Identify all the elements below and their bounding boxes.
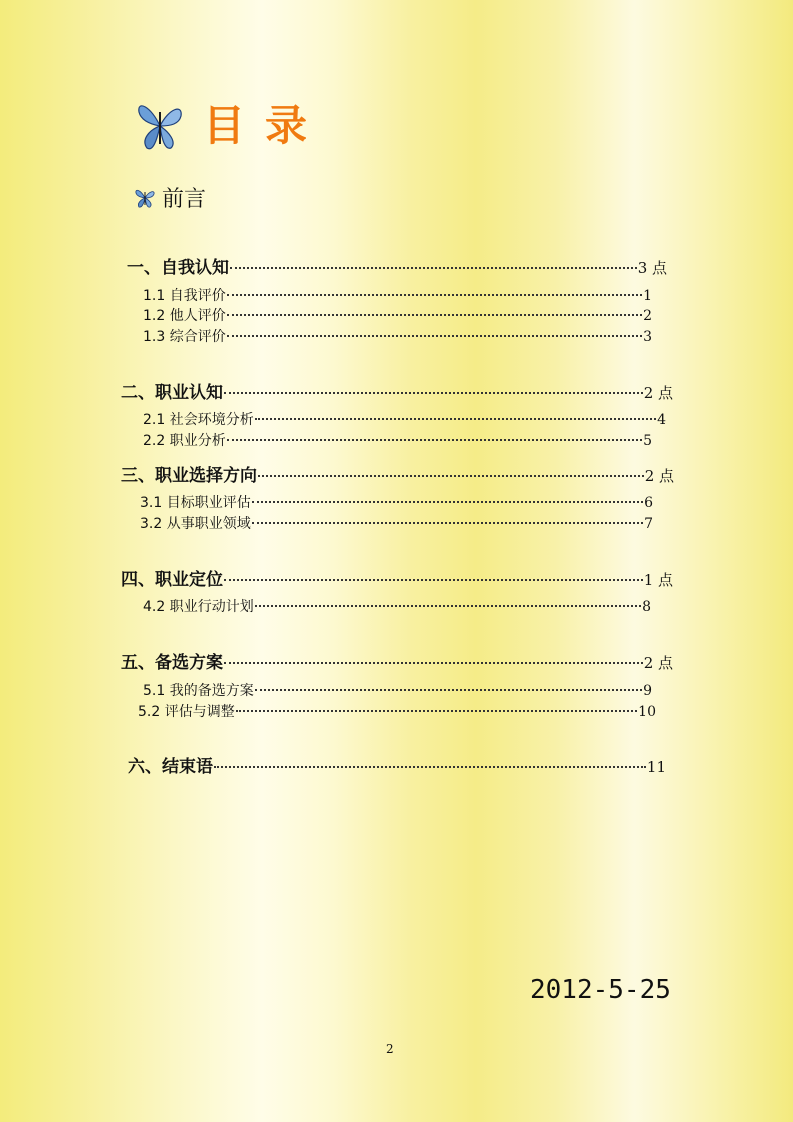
toc-entry-page: 3: [643, 329, 652, 345]
dot-leader: [214, 766, 646, 768]
dot-leader: [255, 605, 641, 607]
toc-entry-section-4[interactable]: [121, 565, 673, 590]
toc-entry-page: 2: [643, 308, 652, 324]
toc-entry-page: 10: [638, 704, 656, 720]
toc-entry-3-1[interactable]: [140, 492, 653, 512]
toc-entry-page: 7: [644, 516, 653, 532]
dot-leader: [227, 439, 642, 441]
toc-entry-section-6[interactable]: [128, 752, 666, 777]
toc-entry-page: 8: [642, 599, 651, 615]
toc-entry-label: 3.2 从事职业领域: [140, 516, 251, 532]
toc-entry-page: 2 点: [643, 654, 673, 672]
toc-entry-page: 2 点: [643, 384, 673, 402]
page-number: 2: [386, 1042, 394, 1056]
toc-entry-page: 6: [644, 495, 653, 511]
toc-entry-page: 9: [643, 683, 652, 699]
toc-entry-section-3[interactable]: [121, 461, 674, 486]
toc-entry-section-5[interactable]: [121, 648, 673, 673]
toc-entry-page: 4: [657, 412, 666, 428]
dot-leader: [236, 710, 637, 712]
dot-leader: [255, 418, 656, 420]
toc-entry-page: 1 点: [643, 571, 673, 589]
butterfly-icon: [133, 98, 187, 154]
dot-leader: [252, 501, 643, 503]
preface-title: 前言: [162, 187, 207, 212]
dot-leader: [255, 689, 642, 691]
dot-leader: [227, 314, 642, 316]
toc-entry-label: 三、职业选择方向: [121, 466, 257, 486]
toc-entry-1-1[interactable]: [143, 285, 652, 305]
dot-leader: [258, 475, 644, 477]
toc-entry-label: 1.1 自我评价: [143, 288, 226, 304]
toc-entry-2-1[interactable]: [143, 409, 666, 429]
dot-leader: [224, 392, 643, 394]
dot-leader: [227, 294, 642, 296]
toc-entry-label: 1.2 他人评价: [143, 308, 226, 324]
toc-entry-section-2[interactable]: [121, 378, 673, 403]
toc-entry-5-1[interactable]: [143, 680, 652, 700]
dot-leader: [230, 267, 637, 269]
toc-entry-label: 5.2 评估与调整: [138, 704, 235, 720]
toc-entry-3-2[interactable]: [140, 513, 653, 533]
toc-entry-label: 3.1 目标职业评估: [140, 495, 251, 511]
toc-entry-label: 一、自我认知: [127, 258, 229, 278]
toc-entry-label: 2.1 社会环境分析: [143, 412, 254, 428]
dot-leader: [252, 522, 643, 524]
dot-leader: [224, 579, 643, 581]
toc-entry-label: 五、备选方案: [121, 653, 223, 673]
toc-entry-page: 2 点: [644, 467, 674, 485]
butterfly-icon: [133, 187, 157, 209]
toc-entry-page: 1: [643, 288, 652, 304]
toc-entry-page: 3 点: [637, 259, 667, 277]
toc-entry-label: 二、职业认知: [121, 383, 223, 403]
toc-entry-label: 四、职业定位: [121, 570, 223, 590]
toc-entry-page: 5: [643, 433, 652, 449]
toc-entry-1-2[interactable]: [143, 305, 652, 325]
toc-entry-page: 11: [646, 758, 666, 776]
dot-leader: [227, 335, 642, 337]
toc-entry-1-3[interactable]: [143, 326, 652, 346]
document-date: 2012-5-25: [530, 975, 671, 1005]
page-title: 目录: [203, 101, 328, 150]
toc-entry-label: 5.1 我的备选方案: [143, 683, 254, 699]
toc-entry-section-1[interactable]: [127, 253, 667, 278]
toc-entry-label: 六、结束语: [128, 757, 213, 777]
toc-entry-label: 1.3 综合评价: [143, 329, 226, 345]
toc-entry-5-2[interactable]: [138, 701, 656, 721]
dot-leader: [224, 662, 643, 664]
toc-entry-label: 2.2 职业分析: [143, 433, 226, 449]
toc-entry-label: 4.2 职业行动计划: [143, 599, 254, 615]
toc-entry-2-2[interactable]: [143, 430, 652, 450]
toc-entry-4-2[interactable]: [143, 596, 651, 616]
